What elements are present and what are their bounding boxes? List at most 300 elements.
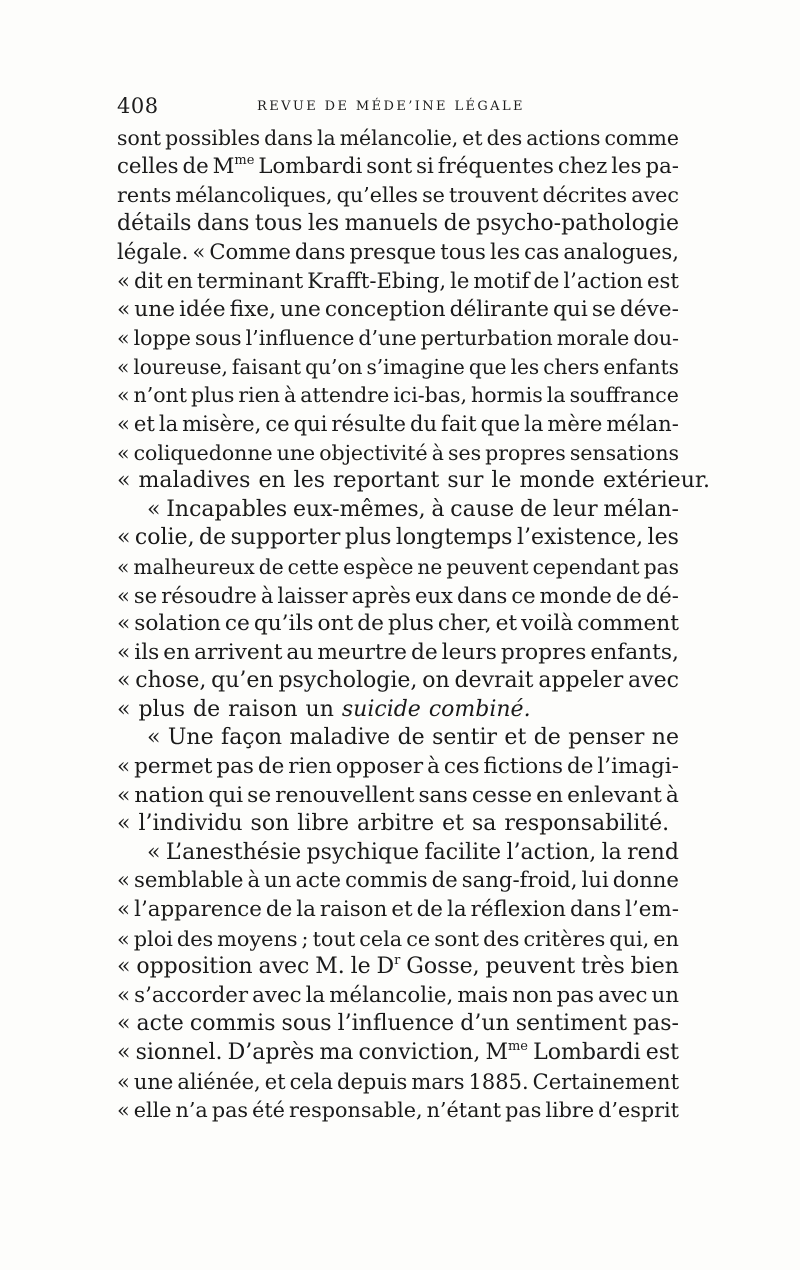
text-run: semblable (134, 868, 244, 894)
word (252, 982, 301, 1011)
word (333, 467, 439, 496)
word (422, 181, 445, 210)
word (286, 639, 313, 668)
word (325, 296, 446, 325)
text-run: L’anesthésie (165, 839, 302, 865)
word (577, 610, 679, 639)
text-line (117, 524, 679, 553)
word (166, 496, 287, 525)
text-line (117, 267, 679, 296)
text-run: rien (238, 383, 280, 408)
text-line (117, 153, 679, 182)
word (166, 839, 301, 868)
text-run: maladives (138, 468, 251, 494)
text-line (117, 324, 679, 353)
text-run: monde (519, 468, 595, 494)
text-run: D (376, 954, 395, 980)
word (117, 582, 130, 611)
word (177, 925, 213, 954)
text-run: à (260, 582, 274, 608)
word (343, 553, 413, 582)
word (221, 724, 282, 753)
word (631, 953, 679, 982)
text-run: « (117, 926, 130, 951)
text-line (117, 439, 679, 468)
text-run: cela (289, 1069, 333, 1094)
word (357, 810, 434, 839)
word (444, 210, 471, 239)
word (454, 667, 533, 696)
text-line (117, 238, 679, 267)
word (442, 639, 497, 668)
word (427, 1096, 502, 1125)
word (357, 610, 384, 639)
word (117, 553, 129, 582)
word (296, 896, 316, 925)
text-run: avec (258, 954, 310, 980)
word (524, 410, 543, 439)
word (342, 696, 421, 725)
text-run: mélan- (603, 496, 679, 522)
text-run: « (117, 1040, 131, 1065)
text-run: pa- (645, 153, 679, 179)
text-run: une (133, 1069, 174, 1094)
text-line (117, 867, 679, 896)
word (258, 953, 309, 982)
text-run: ont (317, 611, 354, 637)
word (506, 839, 596, 868)
word (563, 238, 679, 267)
text-line (117, 839, 679, 868)
word (134, 782, 204, 811)
word (295, 238, 346, 267)
word (320, 896, 387, 925)
body-text (117, 124, 710, 1125)
text-run: leurs (441, 639, 497, 665)
word (438, 610, 492, 639)
text-run: ces (443, 754, 480, 780)
word (282, 1010, 332, 1039)
text-run: de (357, 611, 384, 637)
text-run: enfants, (590, 639, 679, 665)
word (417, 896, 443, 925)
text-line (117, 553, 679, 582)
word (213, 153, 255, 182)
word (231, 524, 341, 553)
text-run: rents (117, 183, 172, 208)
text-run: faisant (231, 354, 302, 379)
text-run: la (158, 410, 179, 436)
word (134, 1068, 173, 1097)
word (289, 724, 390, 753)
text-run: sont (366, 153, 413, 179)
text-run: en (653, 926, 679, 951)
text-run: la (305, 982, 326, 1008)
text-line (117, 353, 679, 382)
word (134, 753, 212, 782)
word (175, 181, 332, 210)
text-run: dans (456, 582, 508, 608)
word (512, 982, 552, 1011)
text-run: à (431, 440, 444, 465)
word (417, 553, 442, 582)
text-run: eux (415, 582, 453, 608)
word (609, 925, 649, 954)
text-run: plus (344, 525, 392, 551)
text-run: façon (221, 725, 283, 751)
text-run: les (510, 354, 540, 379)
word (604, 124, 679, 153)
word (597, 753, 678, 782)
word (317, 124, 336, 153)
text-run: l’existence, (516, 525, 644, 551)
word (117, 667, 130, 696)
word (432, 439, 444, 468)
word (197, 210, 250, 239)
text-run: propres (500, 639, 587, 665)
word (438, 153, 554, 182)
word (449, 181, 538, 210)
text-run: Certainement (532, 1069, 679, 1094)
text-run: du (409, 410, 438, 436)
word (252, 1096, 285, 1125)
text-run: qui (293, 410, 328, 436)
text-run: avec (628, 668, 679, 694)
word (450, 267, 469, 296)
text-run: et (504, 725, 527, 751)
word (135, 524, 195, 553)
text-run: dans (264, 126, 313, 150)
text-run: s’imagine (366, 354, 465, 379)
word (457, 982, 508, 1011)
word (434, 925, 479, 954)
text-run: ce (224, 611, 250, 637)
text-run: d’un (460, 1011, 510, 1037)
word (483, 925, 519, 954)
text-run: M (212, 153, 235, 179)
text-run: tous (254, 210, 303, 236)
text-run: sentir (432, 725, 497, 751)
text-run: les (489, 239, 521, 265)
text-run: Krafft-Ebing, (307, 267, 447, 293)
text-run: l’em- (625, 897, 679, 923)
text-run: sous (281, 1011, 332, 1037)
text-run: de (533, 725, 561, 751)
word (117, 1068, 130, 1097)
word (490, 238, 520, 267)
text-run: un (264, 868, 292, 894)
text-run: « (117, 525, 131, 551)
word (261, 582, 274, 611)
text-run: « (117, 668, 131, 694)
word (557, 982, 594, 1011)
word (450, 496, 514, 525)
text-run: sont (434, 926, 480, 951)
word (633, 1010, 679, 1039)
word (228, 696, 297, 725)
word (553, 296, 588, 325)
text-line (117, 1068, 679, 1097)
word (117, 753, 130, 782)
word (504, 724, 526, 753)
word (444, 753, 480, 782)
word (117, 1010, 130, 1039)
text-run: sa (471, 811, 497, 837)
text-run: aliénée, (177, 1069, 261, 1094)
text-run: déve- (619, 296, 679, 322)
text-run: dans (294, 239, 346, 265)
text-run: « (117, 696, 131, 722)
word (526, 124, 600, 153)
word (277, 582, 347, 611)
text-run: décrites (542, 183, 628, 208)
text-run: ne (651, 725, 679, 751)
text-run: dé- (645, 582, 679, 608)
word (567, 753, 593, 782)
text-run: et (462, 126, 483, 150)
text-run: en (163, 639, 191, 665)
text-run: plus (138, 696, 186, 722)
text-run: mélancolie, (339, 126, 459, 150)
word (266, 896, 292, 925)
word (558, 153, 607, 182)
word (592, 296, 616, 325)
text-run: loureuse, (133, 354, 228, 379)
word (134, 324, 191, 353)
text-run: sous (194, 326, 242, 351)
text-line (117, 696, 679, 725)
text-run: mélancolie, (329, 982, 454, 1008)
word (277, 439, 315, 468)
word (117, 296, 130, 325)
text-run: acte (295, 868, 342, 894)
text-line (117, 296, 679, 325)
word (602, 839, 622, 868)
word (247, 867, 260, 896)
text-run: qui, (609, 926, 650, 951)
text-line (117, 953, 679, 982)
text-run: lui (581, 868, 609, 894)
word (501, 639, 587, 668)
text-run: la (296, 897, 316, 923)
text-run: et (391, 897, 413, 923)
word (462, 124, 482, 153)
word (486, 953, 576, 982)
word (627, 839, 679, 868)
text-run: fixe, (229, 296, 277, 322)
text-run: se (591, 296, 616, 322)
word (163, 639, 190, 668)
text-run: pas (216, 754, 254, 780)
word (476, 210, 679, 239)
text-run: monde (539, 582, 612, 608)
word (432, 724, 497, 753)
text-line (117, 210, 679, 239)
text-run: appeler (538, 668, 624, 694)
word (429, 696, 531, 725)
text-run: un (305, 696, 334, 722)
text-run: chose, (135, 668, 207, 694)
text-run: manuels (344, 210, 439, 236)
text-run: raison (319, 897, 388, 923)
word (447, 896, 467, 925)
word (345, 524, 392, 553)
text-run: sang-froid, (461, 868, 578, 894)
text-line (117, 1010, 679, 1039)
word (251, 810, 290, 839)
word (471, 381, 543, 410)
text-run: l’influence (245, 326, 355, 351)
word (265, 1068, 286, 1097)
text-run: « (147, 725, 161, 751)
word (288, 753, 332, 782)
text-run: et (133, 410, 155, 436)
text-run: mélan- (606, 410, 679, 436)
word (232, 353, 301, 382)
text-run: ma (319, 1040, 354, 1065)
word (481, 410, 521, 439)
word (651, 982, 679, 1011)
text-run: au (286, 639, 314, 665)
text-run: été (252, 1098, 285, 1123)
word (134, 896, 262, 925)
text-run: n’étant (426, 1098, 502, 1123)
text-run: sur (447, 468, 484, 494)
word (538, 667, 623, 696)
text-run: psychique (306, 839, 420, 865)
text-run: objectivité (319, 440, 428, 465)
word (134, 982, 248, 1011)
word (570, 381, 679, 410)
text-run: psycho-pathologie (476, 210, 679, 236)
word (117, 1039, 130, 1068)
word (176, 1096, 208, 1125)
text-run: ploi (133, 926, 173, 951)
page-header (117, 94, 679, 124)
text-run: sionnel. (135, 1040, 223, 1065)
text-run: ils (134, 639, 160, 665)
text-run: en (536, 782, 564, 808)
text-run: de (182, 153, 209, 179)
word (307, 267, 446, 296)
text-run: rend (627, 839, 679, 865)
word (294, 467, 325, 496)
text-run: d’esprit (598, 1098, 679, 1123)
word (473, 267, 529, 296)
word (117, 381, 130, 410)
text-run: dit (133, 267, 163, 293)
text-run: ce (406, 926, 431, 951)
text-run: M (485, 1040, 508, 1065)
text-run: se (247, 782, 272, 808)
text-run: « (147, 496, 161, 522)
text-run: ici-bas, (393, 383, 467, 408)
word (547, 410, 602, 439)
word (611, 153, 641, 182)
word (208, 782, 243, 811)
text-run: de (199, 525, 227, 551)
word (432, 867, 458, 896)
text-run: maladive (289, 725, 391, 751)
word (358, 324, 416, 353)
text-run: fictions (483, 754, 564, 780)
word (134, 582, 157, 611)
word (457, 582, 507, 611)
text-run: à (427, 754, 440, 780)
italic-text: combiné. (428, 696, 531, 722)
text-run: chers (543, 354, 600, 379)
text-run: l’individu (138, 811, 243, 837)
word (568, 724, 644, 753)
text-run: la (601, 839, 622, 865)
text-run: la (316, 126, 336, 150)
word (258, 753, 284, 782)
word (117, 782, 130, 811)
word (542, 181, 627, 210)
text-run: des (176, 926, 214, 951)
text-run: en (258, 468, 286, 494)
text-run: bien (630, 954, 679, 980)
word (117, 925, 130, 954)
word (295, 867, 341, 896)
word (117, 324, 130, 353)
text-run: arrivent (194, 639, 283, 665)
word (440, 238, 486, 267)
text-run: qui (553, 296, 588, 322)
word (590, 639, 678, 668)
word (516, 1010, 627, 1039)
word (290, 1068, 333, 1097)
text-run: motif (473, 267, 530, 293)
word (613, 867, 679, 896)
text-run: de (265, 897, 293, 923)
word (225, 610, 250, 639)
text-run: morale (556, 326, 630, 351)
text-line (117, 1039, 679, 1068)
text-run: de (258, 554, 284, 579)
text-run: « (117, 811, 131, 837)
text-run: dou- (633, 326, 679, 351)
word (117, 610, 130, 639)
text-run: plus (387, 611, 434, 637)
text-run: pas (211, 1098, 249, 1123)
text-run: enfants (603, 354, 679, 379)
word (431, 496, 444, 525)
text-run: sensations (569, 440, 679, 465)
text-run: qu’en (211, 668, 274, 694)
text-run: n’a (175, 1098, 208, 1123)
text-run: « (117, 954, 131, 980)
text-run: extérieur. (602, 468, 710, 494)
word (543, 353, 599, 382)
text-run: que (480, 410, 521, 436)
text-run: de (397, 725, 425, 751)
word (547, 381, 566, 410)
word (396, 524, 513, 553)
word (411, 1068, 464, 1097)
word (533, 1039, 641, 1068)
text-run: conviction, (358, 1040, 481, 1065)
word (134, 296, 175, 325)
text-run: n’ont (133, 383, 187, 408)
text-run: une (276, 440, 316, 465)
text-run: une (280, 296, 321, 322)
text-run: espèce (343, 554, 414, 579)
word (293, 496, 426, 525)
text-run: devrait (454, 668, 534, 694)
text-run: son (250, 811, 290, 837)
word (117, 639, 130, 668)
